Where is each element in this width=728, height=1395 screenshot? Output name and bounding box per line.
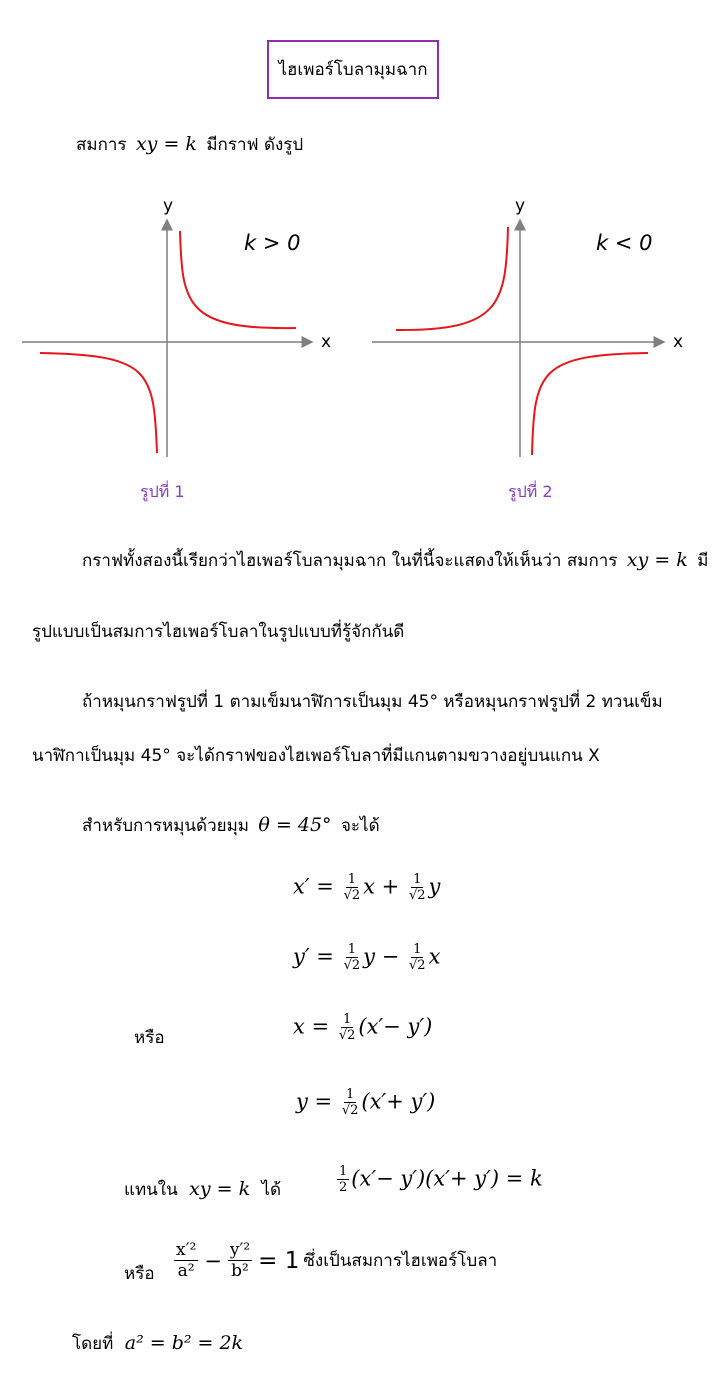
lhs: x = bbox=[293, 1014, 330, 1039]
denominator: b² bbox=[231, 1261, 249, 1281]
denominator: √2 bbox=[343, 958, 361, 973]
intro-line bbox=[76, 131, 303, 158]
or-label-2: หรือ bbox=[124, 1264, 155, 1284]
condition-label: k < 0 bbox=[596, 231, 653, 255]
figure-caption: รูปที่ 1 bbox=[140, 482, 185, 501]
intro-prefix: สมการ bbox=[76, 135, 127, 155]
paragraph-2-line-2: นาฬิกาเป็นมุม 45° จะได้กราฟของไฮเพอร์โบลาที่มีแกนตามขวางอยู่บนแกน X bbox=[32, 746, 600, 766]
var: y bbox=[363, 944, 376, 969]
equation-substituted bbox=[335, 1164, 543, 1196]
operator: − bbox=[204, 1248, 222, 1273]
substitute-line bbox=[124, 1176, 281, 1203]
lhs: y′ = bbox=[293, 944, 334, 969]
numerator: 1 bbox=[413, 942, 422, 957]
operator: + bbox=[381, 874, 400, 899]
equation-x bbox=[293, 1012, 432, 1044]
equation-y-prime bbox=[293, 942, 440, 974]
paragraph-text: กราฟทั้งสองนี้เรียกว่าไฮเพอร์โบลามุมฉาก ในที่นี้จะแสดงให้เห็นว่า สมการ bbox=[82, 551, 618, 571]
operator: − bbox=[381, 944, 400, 969]
denominator: √2 bbox=[409, 958, 426, 973]
page-title-text: ไฮเพอร์โบลามุมฉาก bbox=[278, 60, 428, 80]
curve-q3 bbox=[40, 353, 157, 453]
x-axis-label: x bbox=[673, 332, 684, 352]
numerator: 1 bbox=[345, 1087, 355, 1102]
numerator: 1 bbox=[347, 872, 356, 887]
rotation-line bbox=[82, 812, 380, 839]
equation-standard-form bbox=[172, 1240, 497, 1281]
y-axis-label: y bbox=[515, 196, 526, 216]
rotation-equation: θ = 45° bbox=[258, 814, 332, 836]
hyperbola-figures bbox=[0, 185, 728, 515]
or-label: หรือ bbox=[134, 1028, 165, 1048]
conclusion-prefix: โดยที่ bbox=[72, 1334, 114, 1354]
inline-equation: xy = k bbox=[626, 549, 688, 571]
numerator: x′² bbox=[176, 1240, 197, 1260]
paragraph-1-line-1 bbox=[82, 547, 708, 574]
conclusion-line bbox=[72, 1330, 243, 1357]
var: x bbox=[363, 874, 375, 899]
curve-q4 bbox=[532, 353, 648, 455]
numerator: 1 bbox=[342, 1012, 352, 1027]
equals-one: = 1 bbox=[258, 1247, 300, 1274]
numerator: 1 bbox=[413, 872, 422, 887]
equation-y bbox=[296, 1087, 435, 1119]
condition-label: k > 0 bbox=[244, 231, 301, 255]
intro-suffix: มีกราฟ ดังรูป bbox=[206, 135, 304, 155]
conclusion-equation: a² = b² = 2k bbox=[124, 1332, 244, 1354]
substitute-prefix: แทนใน bbox=[124, 1180, 178, 1200]
figure-caption: รูปที่ 2 bbox=[508, 482, 553, 501]
equation-x-prime bbox=[293, 872, 440, 904]
paragraph-2-line-1: ถ้าหมุนกราฟรูปที่ 1 ตามเข็มนาฬิการเป็นมุม 45° หรือหมุนกราฟรูปที่ 2 ทวนเข็ม bbox=[82, 692, 663, 712]
denominator: √2 bbox=[343, 888, 361, 903]
var: y bbox=[428, 874, 441, 899]
rotation-prefix: สำหรับการหมุนด้วยมุม bbox=[82, 816, 250, 836]
intro-equation: xy = k bbox=[135, 133, 197, 155]
var: x bbox=[428, 944, 441, 969]
substitute-equation: xy = k bbox=[189, 1178, 251, 1200]
denominator: a² bbox=[177, 1261, 195, 1281]
denominator: 2 bbox=[339, 1180, 348, 1195]
numerator: y′² bbox=[229, 1240, 251, 1260]
page-title bbox=[267, 40, 439, 99]
curve-q2 bbox=[396, 227, 508, 330]
numerator: 1 bbox=[347, 942, 357, 957]
y-axis-label: y bbox=[163, 196, 174, 216]
standard-form-suffix: ซึ่งเป็นสมการไฮเพอร์โบลา bbox=[303, 1251, 498, 1271]
denominator: √2 bbox=[338, 1028, 356, 1043]
numerator: 1 bbox=[339, 1164, 348, 1179]
denominator: √2 bbox=[341, 1103, 359, 1118]
figure-1 bbox=[22, 196, 331, 502]
paragraph-1-line-2: รูปแบบเป็นสมการไฮเพอร์โบลาในรูปแบบที่รู้จักกันดี bbox=[32, 622, 405, 642]
denominator: √2 bbox=[408, 888, 426, 903]
x-axis-label: x bbox=[321, 332, 332, 352]
substitute-suffix: ได้ bbox=[261, 1180, 282, 1200]
paren-expr: (x′− y′) bbox=[358, 1014, 433, 1039]
lhs: x′ = bbox=[293, 874, 334, 899]
paren-expr: (x′+ y′) bbox=[361, 1089, 436, 1114]
paragraph-text: มี bbox=[697, 551, 709, 571]
rotation-suffix: จะได้ bbox=[340, 816, 380, 836]
product-expr: (x′− y′)(x′+ y′) = k bbox=[351, 1166, 543, 1191]
figure-2 bbox=[372, 196, 683, 502]
lhs: y = bbox=[296, 1089, 333, 1114]
